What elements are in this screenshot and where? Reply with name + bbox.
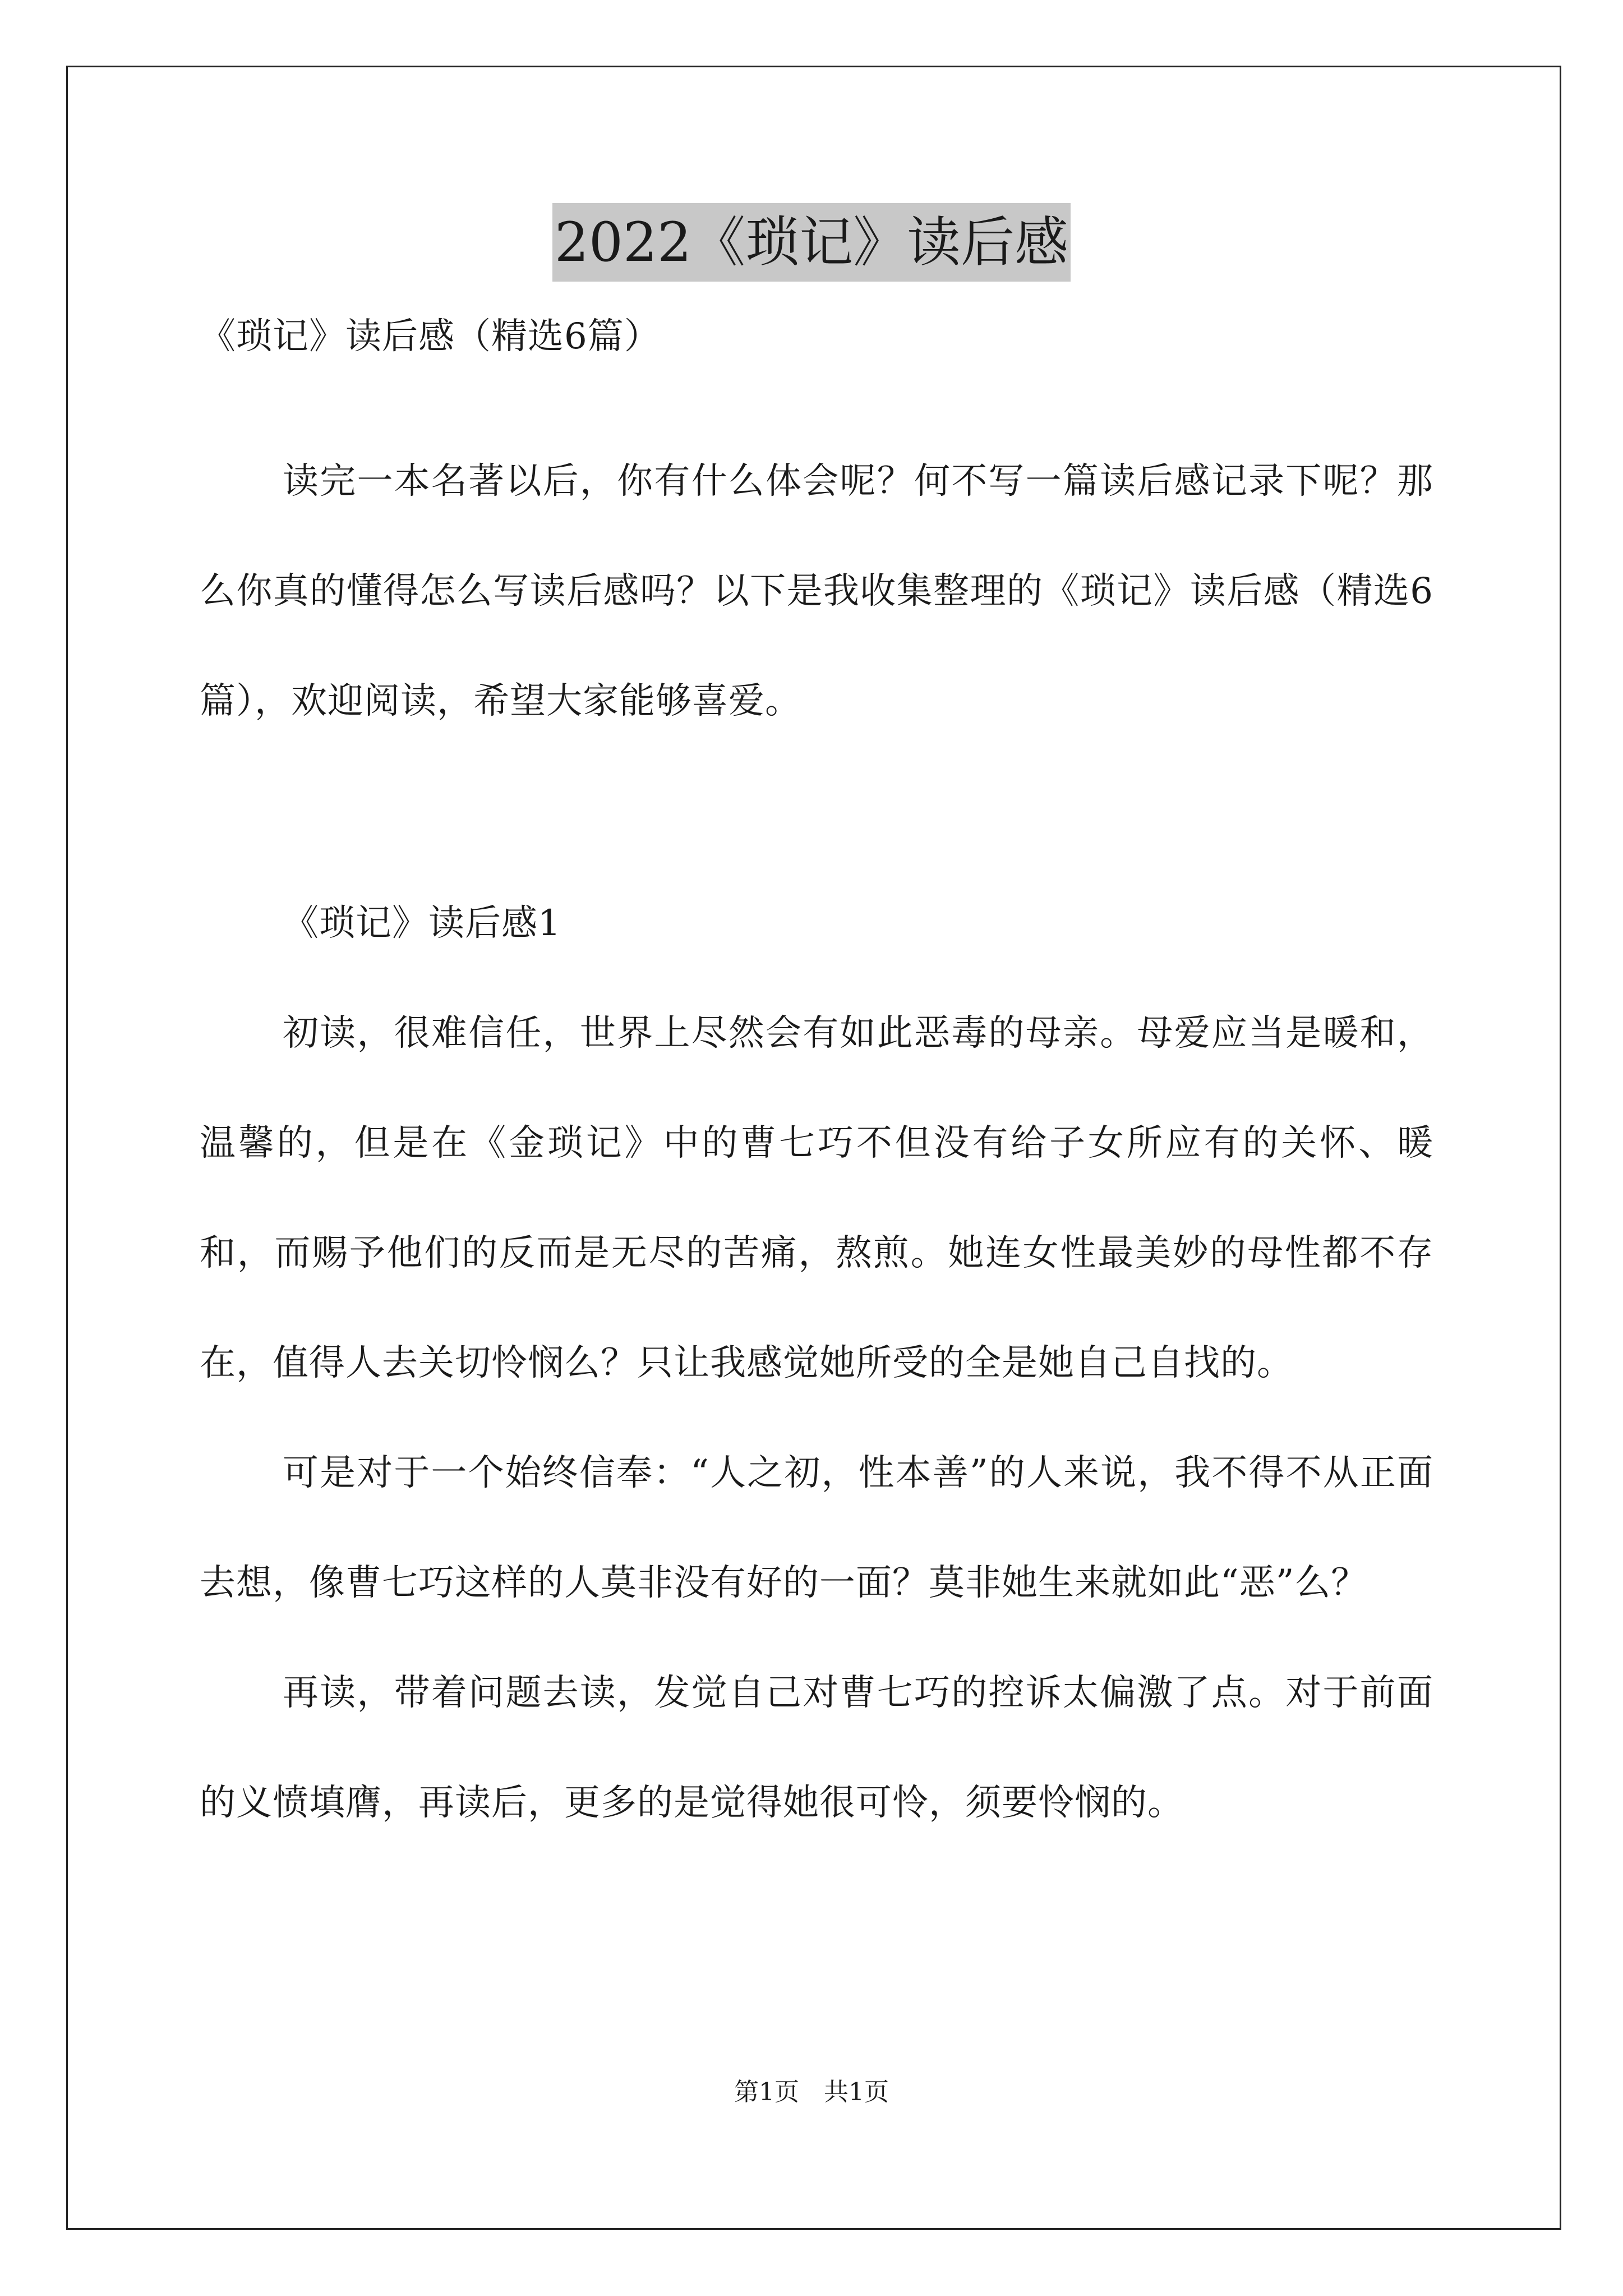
- document-title-text: 2022《琐记》读后感: [552, 203, 1071, 282]
- body-paragraph-1: 初读，很难信任，世界上尽然会有如此恶毒的母亲。母爱应当是暖和，温馨的，但是在《金琐记》中的曹七巧不但没有给子女所应有的关怀、暖和，而赐予他们的反而是无尽的苦痛，熬煎。她连女性最美妙的母性都不存在，值得人去关切怜悯么？只让我感觉她所受的全是她自己自找的。: [200, 1013, 1433, 1384]
- body-paragraph-3: 再读，带着问题去读，发觉自己对曹七巧的控诉太偏激了点。对于前面的义愤填膺，再读后，更多的是觉得她很可怜，须要怜悯的。: [200, 1672, 1433, 1824]
- page-footer: 第1页 共1页: [734, 2078, 889, 2106]
- document-body: [200, 303, 1433, 1858]
- document-title: [0, 203, 1623, 282]
- body-paragraph-2: 可是对于一个始终信奉：“人之初，性本善”的人来说，我不得不从正面去想，像曹七巧这样的人莫非没有好的一面？莫非她生来就如此“恶”么？: [200, 1452, 1433, 1604]
- document-subtitle: 《琐记》读后感（精选6篇）: [200, 316, 661, 357]
- section-heading: 《琐记》读后感1: [283, 903, 561, 944]
- intro-paragraph: 读完一本名著以后，你有什么体会呢？何不写一篇读后感记录下呢？那么你真的懂得怎么写读后感吗？以下是我收集整理的《琐记》读后感（精选6篇），欢迎阅读，希望大家能够喜爱。: [200, 461, 1433, 722]
